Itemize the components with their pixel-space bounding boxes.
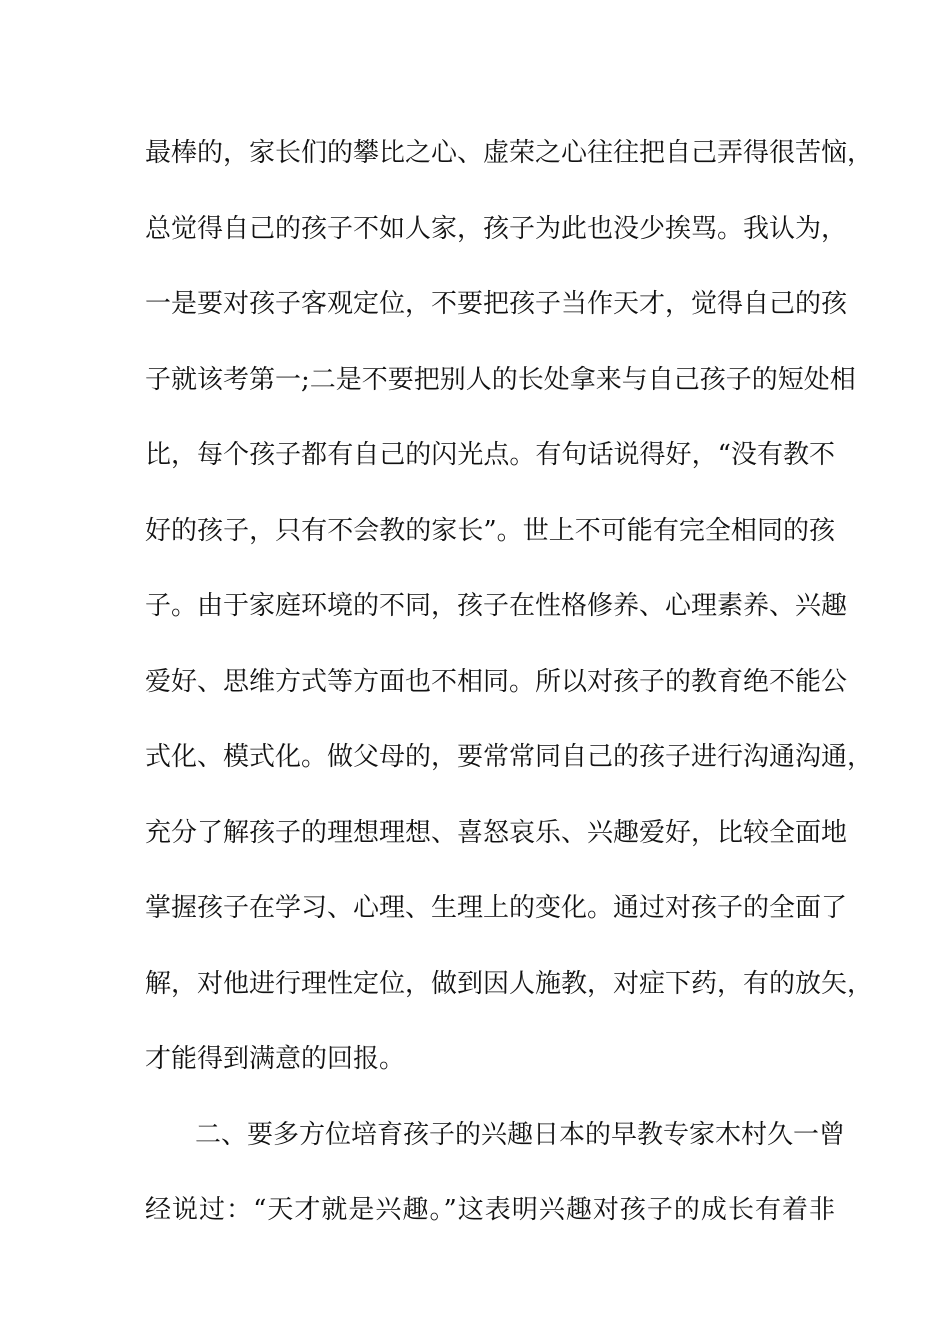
text-line: 最棒的，家长们的攀比之心、虚荣之心往往把自己弄得很苦恼， bbox=[145, 138, 874, 168]
text-line: 充分了解孩子的理想理想、喜怒哀乐、兴趣爱好，比较全面地 bbox=[145, 817, 848, 848]
body-text bbox=[145, 132, 874, 1265]
text-line: 一是要对孩子客观定位，不要把孩子当作天才，觉得自己的孩 bbox=[145, 289, 848, 319]
text-line: 式化、模式化。做父母的，要常常同自己的孩子进行沟通沟通， bbox=[145, 742, 874, 772]
text-line: 掌握孩子在学习、心理、生理上的变化。通过对孩子的全面了 bbox=[145, 893, 848, 923]
text-line: 爱好、思维方式等方面也不相同。所以对孩子的教育绝不能公 bbox=[145, 666, 848, 697]
text-line: 好的孩子，只有不会教的家长”。世上不可能有完全相同的孩 bbox=[145, 515, 835, 546]
text-line: 总觉得自己的孩子不如人家，孩子为此也没少挨骂。我认为， bbox=[145, 213, 848, 244]
text-line: 才能得到满意的回报。 bbox=[145, 1044, 406, 1074]
text-line: 经说过：“天才就是兴趣。”这表明兴趣对孩子的成长有着非 bbox=[145, 1195, 835, 1225]
text-line: 子。由于家庭环境的不同，孩子在性格修养、心理素养、兴趣 bbox=[145, 591, 848, 621]
text-line: 解，对他进行理性定位，做到因人施教，对症下药，有的放矢， bbox=[145, 968, 874, 999]
text-line: 比，每个孩子都有自己的闪光点。有句话说得好，“没有教不 bbox=[145, 440, 835, 470]
text-line: 子就该考第一;二是不要把别人的长处拿来与自己孩子的短处相 bbox=[145, 364, 856, 395]
paragraph-start-line: 二、要多方位培育孩子的兴趣日本的早教专家木村久一曾 bbox=[195, 1119, 846, 1150]
